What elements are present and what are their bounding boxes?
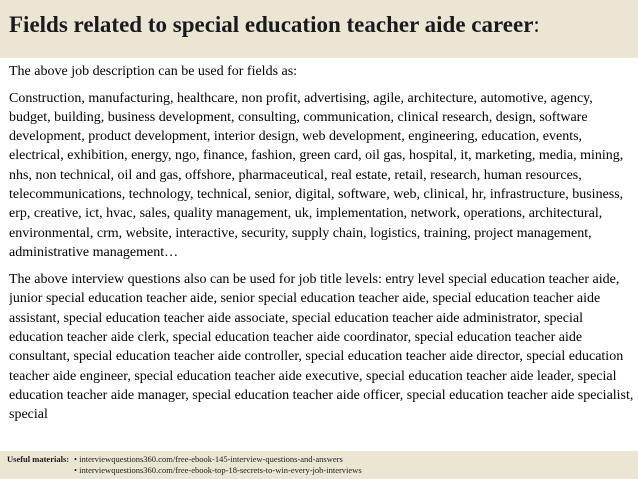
- footer-link-1[interactable]: • interviewquestions360.com/free-ebook-145-interview-questions-and-answers: [74, 454, 343, 464]
- useful-materials-footer: [0, 451, 638, 479]
- title-text: Fields related to special education teacher aide career: [9, 12, 534, 37]
- intro-text: The above job description can be used for fields as:: [9, 64, 298, 79]
- job-levels-paragraph: The above interview questions also can be used for job title levels: entry level special education teacher aide, junior special education teacher aide, senior special education teacher aide, special education teacher aide assistant, special education teacher aide associate, special education teacher aide administrator, special education teacher aide clerk, special education teacher aide coordinator, special education teacher aide consultant, special education teacher aide controller, special education teacher aide director, special education teacher aide engineer, special education teacher aide executive, special education teacher aide leader, special education teacher aide manager, special education teacher aide officer, special education teacher aide specialist, special: [9, 272, 634, 423]
- footer-row-1: [7, 454, 638, 465]
- slide-header: [0, 0, 638, 58]
- page-title: [9, 10, 628, 40]
- useful-materials-label: [7, 454, 74, 465]
- title-colon: :: [533, 12, 540, 37]
- fields-paragraph: Construction, manufacturing, healthcare, non profit, advertising, agile, architecture, automotive, agency, budget, building, business development, consulting, communication, clinical research, design, software development, product development, interior design, web development, engineering, education, events, electrical, exhibition, energy, ngo, finance, fashion, green card, oil gas, hospital, it, marketing, media, mining, nhs, non technical, oil and gas, offshore, pharmaceutical, real estate, retail, research, human resources, telecommunications, technology, technical, senior, digital, software, web, clinical, hr, infrastructure, business, erp, creative, ict, hvac, sales, quality management, uk, implementation, network, operations, architectural, environmental, crm, website, interactive, security, supply chain, logistics, training, project management, administrative management…: [9, 90, 624, 260]
- footer-row-2: [7, 465, 638, 476]
- useful-materials-label-text: Useful materials: [7, 454, 67, 464]
- slide-content: [9, 60, 634, 454]
- footer-link-2[interactable]: • interviewquestions360.com/free-ebook-top-18-secrets-to-win-every-job-interviews: [74, 465, 362, 475]
- useful-materials-separator: :: [66, 454, 70, 464]
